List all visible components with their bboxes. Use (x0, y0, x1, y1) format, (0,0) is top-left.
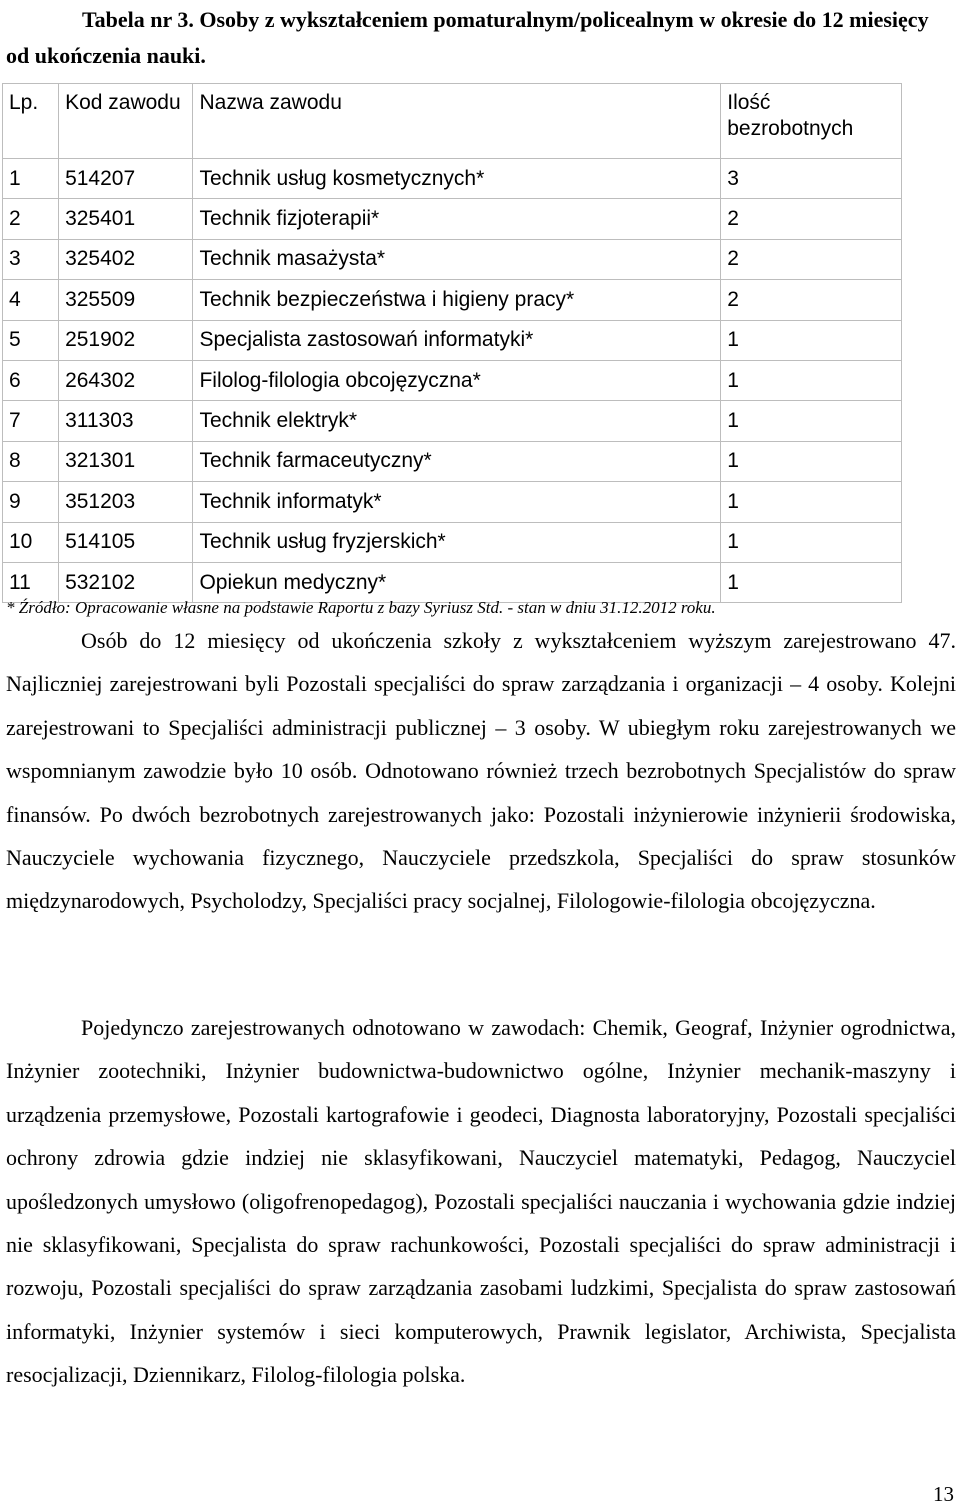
body-paragraph-higher-education: Osób do 12 miesięcy od ukończenia szkoły z wykształceniem wyższym zarejestrowano 47. Najliczniej zarejestrowani byli Pozostali specjaliści do spraw zarządzania i organizacji – 4 osoby. Kolejni zarejestrowani to Specjaliści administracji publicznej – 3 osoby. W ubiegłym roku zarejestrowanych we wspomnianym zawodzie było 10 osób. Odnotowano również trzech bezrobotnych Specjalistów do spraw finansów. Po dwóch bezrobotnych zarejestrowanych jako: Pozostali inżynierowie inżynierii środowiska, Nauczyciele wychowania fizycznego, Nauczyciele przedszkola, Specjaliści do spraw stosunków międzynarodowych, Psycholodzy, Specjaliści pracy socjalnej, Filologowie-filologia obcojęzyczna. (6, 628, 956, 914)
cell-lp: 3 (3, 239, 59, 279)
cell-count: 2 (721, 239, 902, 279)
cell-lp: 5 (3, 320, 59, 360)
cell-code: 325509 (59, 280, 193, 320)
table-row (3, 280, 902, 320)
cell-name: Technik informatyk* (193, 482, 721, 522)
table-row (3, 239, 902, 279)
cell-lp: 9 (3, 482, 59, 522)
table-row (3, 360, 902, 400)
cell-lp: 2 (3, 199, 59, 239)
cell-lp: 11 (3, 562, 59, 602)
cell-name: Technik bezpieczeństwa i higieny pracy* (193, 280, 721, 320)
cell-lp: 8 (3, 441, 59, 481)
cell-code: 321301 (59, 441, 193, 481)
cell-name: Technik elektryk* (193, 401, 721, 441)
cell-code: 251902 (59, 320, 193, 360)
table-title: Tabela nr 3. Osoby z wykształceniem pomaturalnym/policealnym w okresie do 12 miesięcy od ukończenia nauki. (6, 7, 929, 68)
source-footnote: * Źródło: Opracowanie własne na podstawie Raportu z bazy Syriusz Std. - stan w dniu 31.12.2012 roku. (6, 598, 716, 617)
cell-name: Filolog-filologia obcojęzyczna* (193, 360, 721, 400)
table-row (3, 562, 902, 602)
header-lp: Lp. (3, 84, 59, 159)
cell-code: 311303 (59, 401, 193, 441)
body-paragraph-single-registrations: Pojedynczo zarejestrowanych odnotowano w zawodach: Chemik, Geograf, Inżynier ogrodnictwa, Inżynier zootechniki, Inżynier budownictwa-budownictwo ogólne, Inżynier mechanik-maszyny i urządzenia przemysłowe, Pozostali kartografowie i geodeci, Diagnosta laboratoryjny, Pozostali specjaliści ochrony zdrowia gdzie indziej nie sklasyfikowani, Nauczyciel matematyki, Pedagog, Nauczyciel upośledzonych umysłowo (oligofrenopedagog), Pozostali specjaliści nauczania i wychowania gdzie indziej nie sklasyfikowani, Specjalista do spraw rachunkowości, Pozostali specjaliści do spraw administracji i rozwoju, Pozostali specjaliści do spraw zarządzania zasobami ludzkimi, Specjalista do spraw zastosowań informatyki, Inżynier systemów i sieci komputerowych, Prawnik legislator, Archiwista, Specjalista resocjalizacji, Dziennikarz, Filolog-filologia polska. (6, 1015, 956, 1388)
cell-count: 1 (721, 360, 902, 400)
cell-lp: 6 (3, 360, 59, 400)
cell-name: Opiekun medyczny* (193, 562, 721, 602)
cell-code: 325402 (59, 239, 193, 279)
cell-name: Specjalista zastosowań informatyki* (193, 320, 721, 360)
cell-name: Technik usług fryzjerskich* (193, 522, 721, 562)
cell-name: Technik fizjoterapii* (193, 199, 721, 239)
table-header-row (3, 84, 902, 159)
cell-name: Technik usług kosmetycznych* (193, 159, 721, 199)
cell-code: 514207 (59, 159, 193, 199)
table-row (3, 320, 902, 360)
cell-count: 2 (721, 280, 902, 320)
cell-count: 1 (721, 401, 902, 441)
cell-code: 325401 (59, 199, 193, 239)
cell-count: 2 (721, 199, 902, 239)
cell-code: 264302 (59, 360, 193, 400)
cell-lp: 10 (3, 522, 59, 562)
cell-count: 1 (721, 441, 902, 481)
table-row (3, 401, 902, 441)
table-row (3, 522, 902, 562)
cell-lp: 4 (3, 280, 59, 320)
unemployment-table (2, 83, 902, 603)
table-row (3, 199, 902, 239)
header-name: Nazwa zawodu (193, 84, 721, 159)
header-code: Kod zawodu (59, 84, 193, 159)
cell-lp: 7 (3, 401, 59, 441)
cell-code: 532102 (59, 562, 193, 602)
cell-code: 514105 (59, 522, 193, 562)
cell-lp: 1 (3, 159, 59, 199)
cell-count: 1 (721, 320, 902, 360)
table-header (3, 84, 902, 159)
cell-count: 1 (721, 522, 902, 562)
table-body (3, 159, 902, 603)
cell-name: Technik masażysta* (193, 239, 721, 279)
header-count: Ilość bezrobotnych (721, 84, 902, 159)
page-number: 13 (933, 1482, 954, 1506)
cell-name: Technik farmaceutyczny* (193, 441, 721, 481)
table-row (3, 159, 902, 199)
cell-count: 1 (721, 482, 902, 522)
cell-code: 351203 (59, 482, 193, 522)
cell-count: 3 (721, 159, 902, 199)
table-row (3, 482, 902, 522)
cell-count: 1 (721, 562, 902, 602)
table-row (3, 441, 902, 481)
